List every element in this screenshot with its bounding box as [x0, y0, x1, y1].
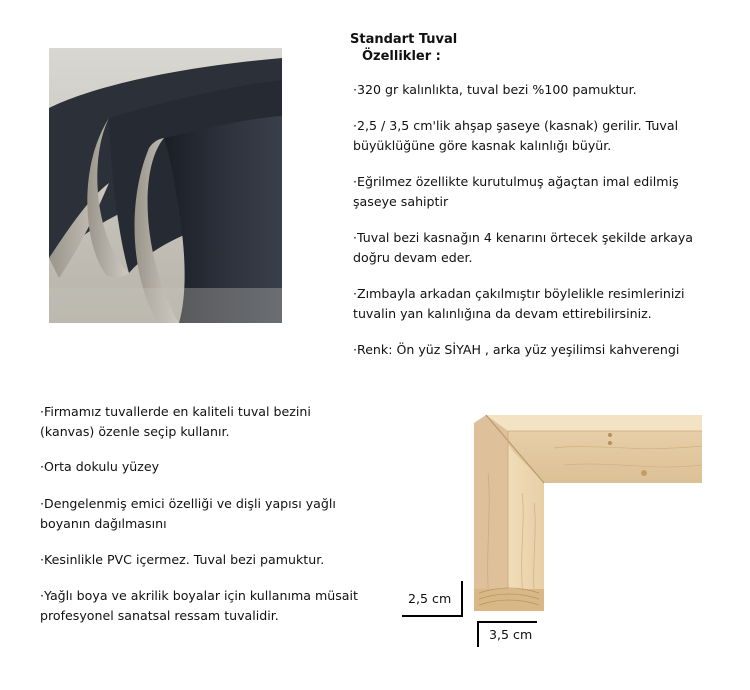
width-dimension-marker	[477, 621, 479, 647]
width-dimension-label: 3,5 cm	[489, 627, 533, 642]
wooden-frame-photo	[474, 413, 702, 611]
feature-item: ·Dengelenmiş emici özelliği ve dişli yapısı yağlı boyanın dağılmasını	[40, 496, 336, 531]
height-dimension-label: 2,5 cm	[408, 591, 452, 606]
feature-item: ·Firmamız tuvallerde en kaliteli tuval bezini (kanvas) özenle seçip kullanır.	[40, 404, 311, 439]
product-title: Standart Tuval	[350, 32, 458, 47]
feature-item: ·Kesinlikle PVC içermez. Tuval bezi pamuktur.	[40, 552, 325, 567]
width-dimension-topline	[477, 621, 537, 623]
features-heading: Özellikler :	[362, 49, 441, 64]
spec-item: ·Renk: Ön yüz SİYAH , arka yüz yeşilimsi kahverengi	[353, 342, 680, 357]
spec-item: ·Eğrilmez özellikte kurutulmuş ağaçtan imal edilmiş şaseye sahiptir	[353, 174, 679, 209]
spec-item: ·Tuval bezi kasnağın 4 kenarını örtecek şekilde arkaya doğru devam eder.	[353, 230, 694, 265]
feature-item: ·Orta dokulu yüzey	[40, 459, 160, 474]
black-canvas-photo	[49, 48, 282, 323]
spec-item: ·320 gr kalınlıkta, tuval bezi %100 pamuktur.	[353, 82, 637, 97]
height-dimension-marker	[461, 581, 463, 617]
height-dimension-baseline	[402, 615, 463, 617]
feature-item: ·Yağlı boya ve akrilik boyalar için kullanıma müsait profesyonel sanatsal ressam tuvalidir.	[40, 588, 358, 623]
spec-item: ·2,5 / 3,5 cm'lik ahşap şaseye (kasnak) gerilir. Tuval büyüklüğüne göre kasnak kalınlığı büyür.	[353, 118, 679, 153]
spec-item: ·Zımbayla arkadan çakılmıştır böylelikle resimlerinizi tuvalin yan kalınlığına da devam ettirebilirsiniz.	[353, 286, 685, 321]
